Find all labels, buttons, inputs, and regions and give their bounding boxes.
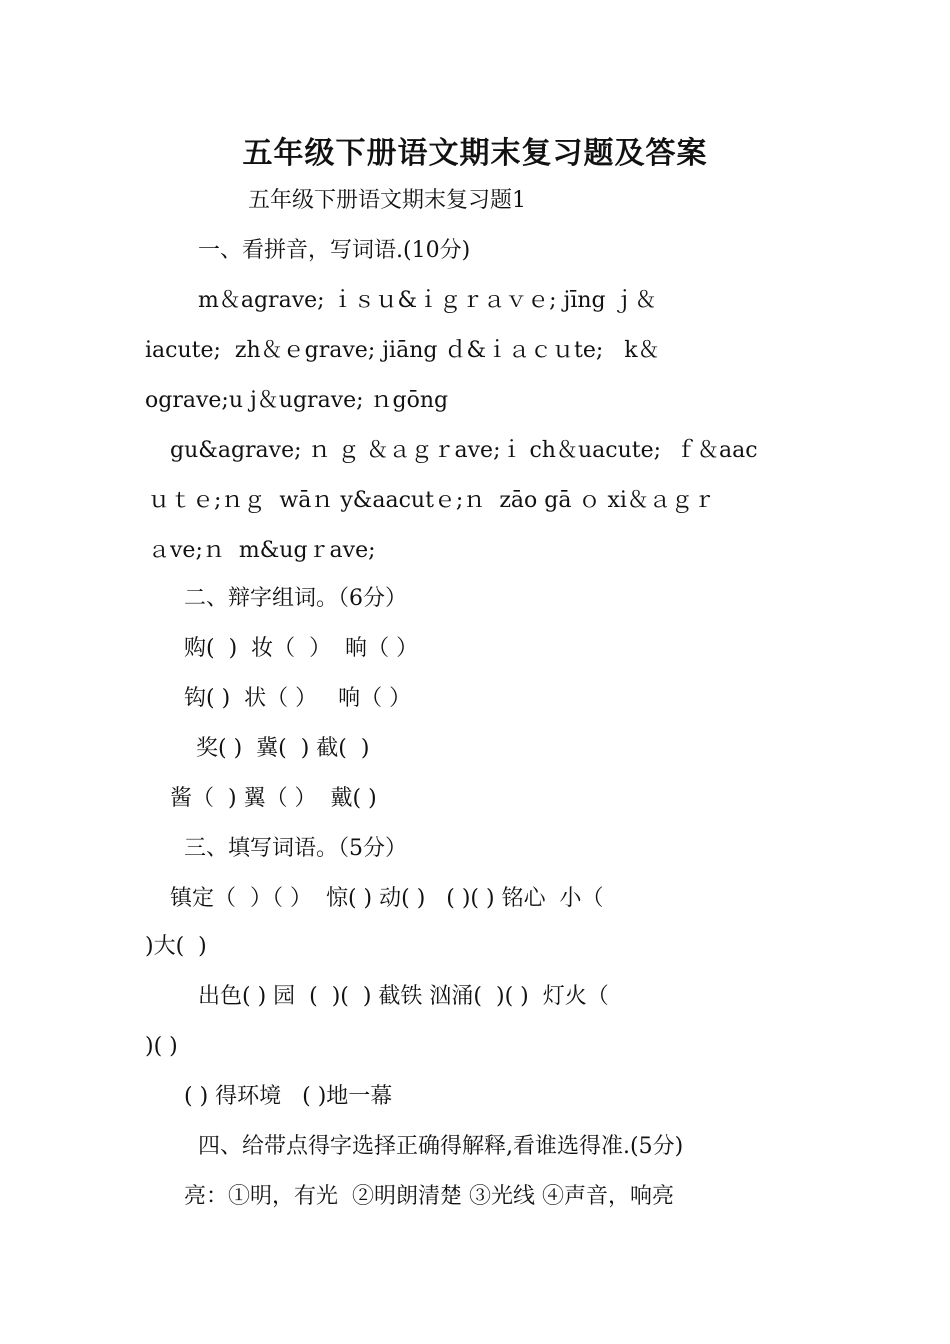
fill-line-2: )大( ) [145,934,207,959]
pinyin-line-5: ｕｔｅ;ｎｇ wāｎ y&aacutｅ;ｎ zāo gā ｏ xi＆ａｇｒ [148,488,715,513]
section-1-heading: 一、看拼音，写词语.(10分) [198,238,471,263]
section-4-heading: 四、给带点得字选择正确得解释,看谁选得准.(5分) [198,1134,684,1159]
word-row-4: 酱（ ) 翼（ ） 戴( ) [170,786,377,811]
pinyin-line-4: gu&agrave; ｎ ｇ ＆ａｇｒave;ｉ ch＆uacute; ｆ＆aac [170,438,758,463]
subtitle-line: 五年级下册语文期末复习题1 [248,188,526,213]
word-row-2: 钩( ) 状（ ） 响（ ） [184,686,412,711]
pinyin-line-3: ograve;u j＆ugrave; ｎgōng [145,388,449,413]
document-title: 五年级下册语文期末复习题及答案 [242,136,708,171]
pinyin-line-2: iacute; zh＆ｅgrave; jiāng ｄ&ｉａｃｕte; k＆ [145,338,660,363]
fill-line-1: 镇定（ ）（ ） 惊( ) 动( ) ( )( ) 铭心 小（ [170,886,604,911]
section-3-heading: 三、填写词语。（5分） [184,836,407,861]
pinyin-line-6: ａve;ｎ m&ugｒave; [148,538,376,563]
section-2-heading: 二、辩字组词。（6分） [184,586,407,611]
fill-line-5: ( ) 得环境 ( )地一幕 [184,1084,393,1109]
pinyin-line-1: m＆agrave; ｉｓｕ&ｉｇｒａｖｅ; jīng ｊ＆ [198,288,657,313]
word-row-1: 购( ) 妆（ ） 晌（ ） [184,636,419,661]
fill-line-4: )( ) [145,1034,178,1059]
word-row-3: 奖( ) 冀( ) 截( ) [196,736,370,761]
definition-line: 亮：①明，有光 ②明朗清楚 ③光线 ④声音，响亮 [184,1184,674,1209]
fill-line-3: 出色( ) 园 ( )( ) 截铁 汹涌( )( ) 灯火（ [198,984,609,1009]
